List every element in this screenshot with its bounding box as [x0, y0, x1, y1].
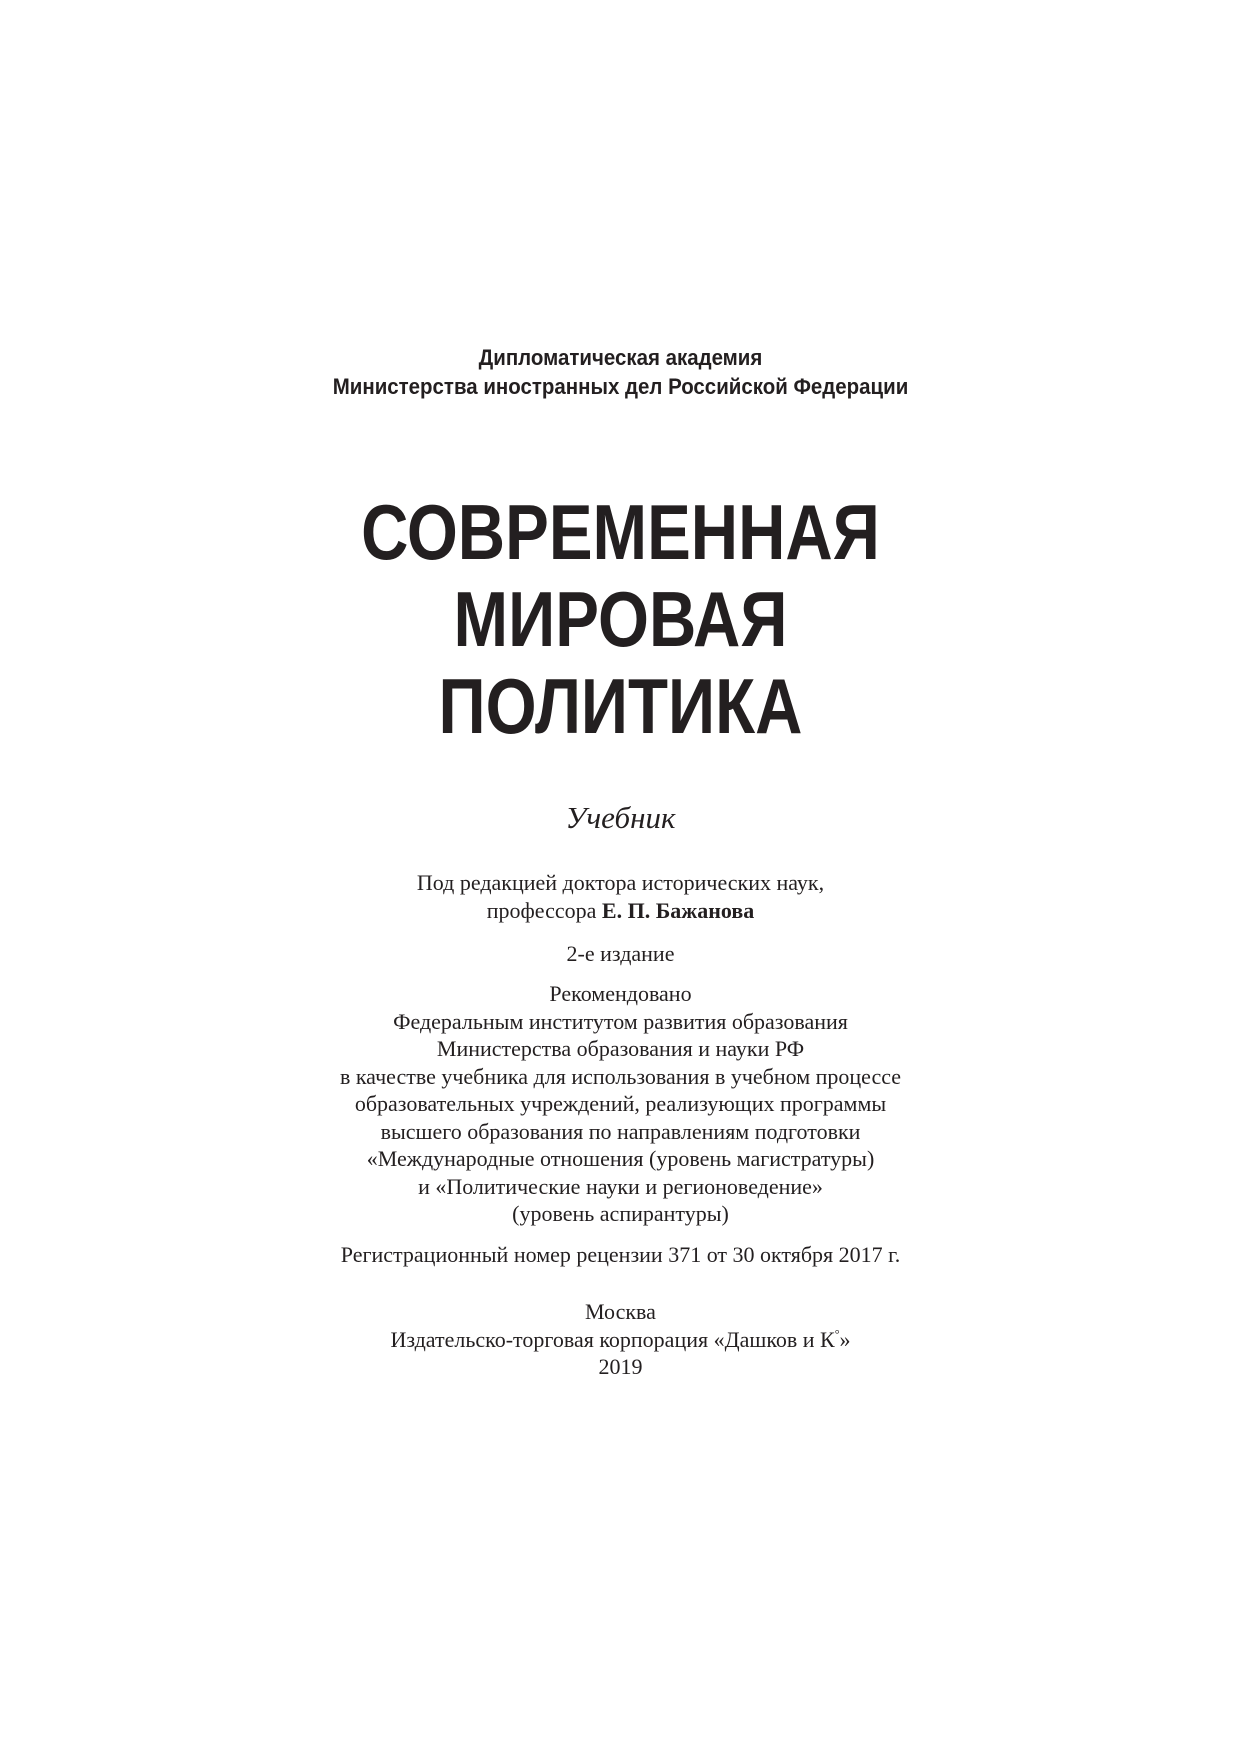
book-title-line-2: МИРОВАЯ	[453, 575, 788, 663]
recommendation-line: Министерства образования и науки РФ	[436, 1036, 805, 1061]
institution-line-2: Министерства иностранных дел Российской Федерации	[332, 374, 909, 399]
book-title-line-1: СОВРЕМЕННАЯ	[361, 488, 880, 576]
institution-line-1: Дипломатическая академия	[478, 345, 763, 370]
publisher-name-main: Издательско-торговая корпорация «Дашков и К	[390, 1326, 835, 1352]
recommendation-line: и «Политические науки и регионоведение»	[418, 1173, 823, 1199]
publisher-block	[0, 1298, 1241, 1381]
editor-line-2	[0, 897, 1241, 925]
recommendation-line: (уровень аспирантуры)	[512, 1201, 729, 1226]
book-genre: Учебник	[565, 800, 676, 835]
recommendation-line: высшего образования по направлениям подготовки	[380, 1118, 861, 1144]
publisher-name-degree: °	[834, 1326, 840, 1341]
registration-number: Регистрационный номер рецензии 371 от 30 октября 2017 г.	[340, 1242, 901, 1267]
recommendation-line: Федеральным институтом развития образования	[393, 1008, 848, 1034]
editor-line-1: Под редакцией доктора исторических наук,	[416, 870, 825, 895]
recommendation-line: в качестве учебника для использования в учебном процессе	[339, 1063, 902, 1089]
recommendation-line: «Международные отношения (уровень магистратуры)	[366, 1146, 875, 1171]
book-title-line-3: ПОЛИТИКА	[438, 662, 803, 750]
recommendation-line: Рекомендовано	[549, 981, 692, 1006]
edition-label: 2-е издание	[566, 941, 675, 966]
publisher-name-closing-quote: »	[839, 1326, 851, 1352]
book-title	[99, 489, 1141, 750]
recommendation-block	[0, 980, 1241, 1228]
institution-header	[43, 343, 1197, 401]
publisher-name	[0, 1326, 1241, 1354]
editor-block	[0, 869, 1241, 924]
editor-title: профессора	[486, 897, 597, 923]
editor-name: Е. П. Бажанова	[601, 897, 755, 923]
publisher-city: Москва	[585, 1299, 656, 1324]
publication-year: 2019	[598, 1354, 643, 1379]
recommendation-line: образовательных учреждений, реализующих программы	[354, 1091, 887, 1116]
